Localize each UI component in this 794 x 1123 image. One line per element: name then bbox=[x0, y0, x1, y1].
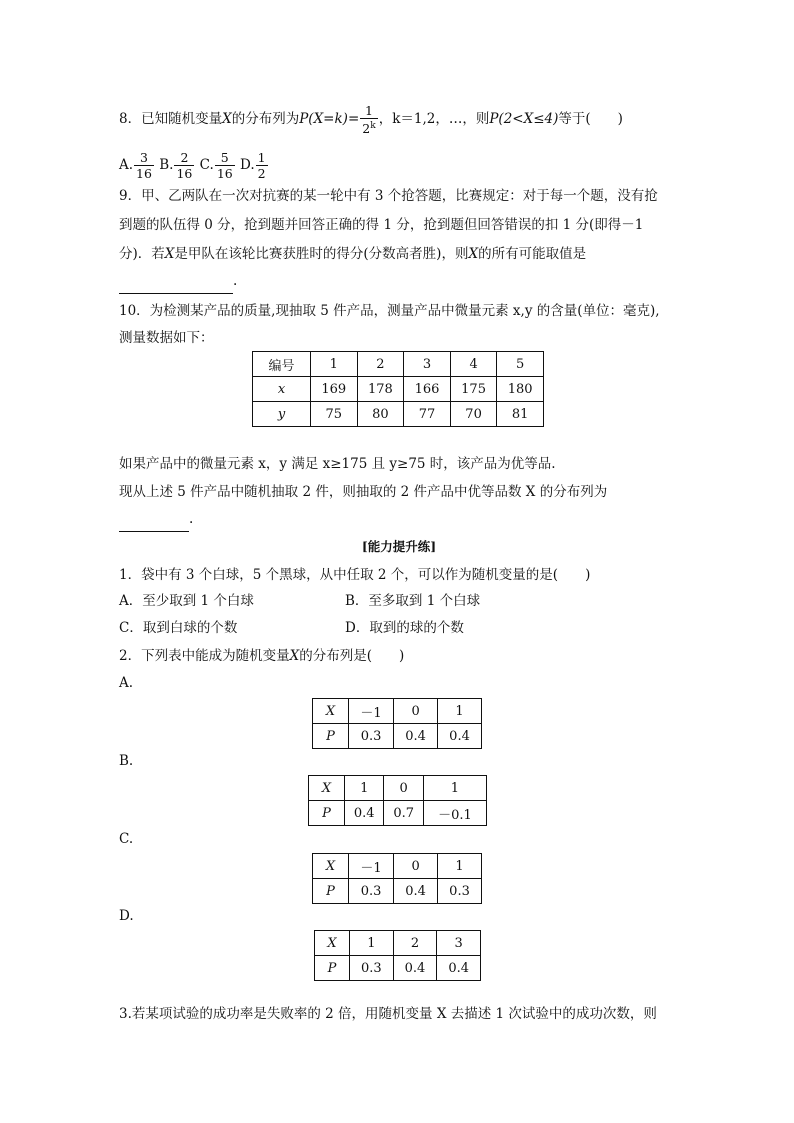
table-cell: 1 bbox=[438, 854, 482, 879]
p1-option-b: B．至多取到 1 个白球 bbox=[345, 593, 481, 609]
table-cell: 4 bbox=[450, 352, 497, 377]
q10-line2: 测量数据如下： bbox=[119, 330, 214, 346]
table-cell bbox=[315, 956, 350, 981]
q9-text-c: 的所有可能取值是 bbox=[478, 246, 587, 262]
table-cell: 1 bbox=[350, 931, 394, 956]
table-cell: 1 bbox=[438, 699, 482, 724]
table-cell-var: P bbox=[326, 883, 335, 899]
q9-answer-line bbox=[119, 268, 679, 294]
q9-line1: 9．甲、乙两队在一次对抗赛的某一轮中有 3 个抢答题，比赛规定：对于每一个题，没有抢 bbox=[119, 188, 658, 204]
table-cell: 178 bbox=[357, 377, 404, 402]
table-cell: 0.4 bbox=[437, 956, 481, 981]
table-cell: 2 bbox=[357, 352, 404, 377]
table-cell: 180 bbox=[497, 377, 544, 402]
q10-line1: 10．为检测某产品的质量,现抽取 5 件产品，测量产品中微量元素 x,y 的含量(单位：毫克), bbox=[119, 303, 660, 319]
table-cell: 5 bbox=[497, 352, 544, 377]
table-cell-var: x bbox=[277, 381, 286, 397]
section-title: [能力提升练] bbox=[361, 539, 437, 554]
q10-end: . bbox=[189, 511, 194, 527]
q8-text-a: 8．已知随机变量 bbox=[119, 111, 223, 128]
q8-option-b-fraction bbox=[174, 150, 194, 181]
q9-end: . bbox=[233, 273, 238, 289]
table-cell-var: X bbox=[321, 780, 332, 796]
table-row bbox=[315, 956, 481, 981]
p1-options-row1 bbox=[119, 588, 679, 614]
table-cell: 0.4 bbox=[438, 724, 482, 749]
table-row bbox=[313, 699, 482, 724]
q9-line3 bbox=[119, 241, 679, 267]
table-cell-var: X bbox=[327, 935, 337, 951]
p2-label-c: C. bbox=[119, 831, 134, 847]
table-row bbox=[253, 352, 544, 377]
table-row bbox=[309, 776, 487, 801]
table-cell: －0.1 bbox=[423, 801, 486, 826]
table-cell-var: y bbox=[277, 406, 286, 422]
q10-answer-line bbox=[119, 506, 679, 532]
q8-pmf-den: 2 bbox=[362, 121, 371, 137]
table-cell-var: P bbox=[322, 805, 331, 821]
p2-table-d bbox=[314, 930, 481, 981]
p2-label-d: D. bbox=[119, 908, 134, 924]
table-cell: 1 bbox=[423, 776, 486, 801]
p2-table-c bbox=[312, 853, 482, 904]
table-cell: 0.3 bbox=[349, 724, 394, 749]
q8-b-den: 16 bbox=[176, 166, 193, 181]
table-cell bbox=[253, 402, 311, 427]
table-cell: 0 bbox=[394, 699, 438, 724]
p1-option-c: C．取到白球的个数 bbox=[119, 620, 238, 636]
q9-var-1: X bbox=[164, 246, 175, 262]
q8-pmf-exp: k bbox=[370, 121, 376, 131]
q8-b-num: 2 bbox=[174, 150, 194, 166]
table-cell: 1 bbox=[311, 352, 358, 377]
p2-table-b bbox=[308, 775, 487, 826]
q10-answer-blank[interactable] bbox=[119, 515, 189, 532]
table-cell: 166 bbox=[404, 377, 451, 402]
table-cell bbox=[253, 377, 311, 402]
table-cell: 0.7 bbox=[384, 801, 423, 826]
table-cell-var: P bbox=[327, 960, 337, 976]
table-cell: 77 bbox=[404, 402, 451, 427]
table-cell bbox=[313, 724, 349, 749]
table-cell: 3 bbox=[437, 931, 481, 956]
q8-stem bbox=[119, 103, 679, 136]
p2-text-a: 2．下列表中能成为随机变量 bbox=[119, 648, 290, 664]
q8-pmf-num: 1 bbox=[360, 103, 377, 119]
table-cell: 0.3 bbox=[349, 879, 394, 904]
q8-option-a-label: A. bbox=[119, 157, 134, 173]
table-cell: 0.4 bbox=[394, 724, 438, 749]
p2-var: X bbox=[289, 648, 300, 664]
q8-d-den: 2 bbox=[257, 166, 266, 181]
q10-question: 现从上述 5 件产品中随机抽取 2 件，则抽取的 2 件产品中优等品数 X 的分布列为 bbox=[119, 484, 608, 500]
table-row bbox=[309, 801, 487, 826]
table-cell bbox=[313, 699, 349, 724]
q9-answer-blank[interactable] bbox=[119, 277, 233, 294]
q9-text-b: 是甲队在该轮比赛获胜时的得分(分数高者胜)，则 bbox=[174, 246, 469, 262]
q8-option-d-label: D. bbox=[240, 157, 255, 173]
q8-text-d: k＝1,2，…，则 bbox=[392, 111, 490, 128]
table-cell: 0.3 bbox=[350, 956, 394, 981]
q8-pmf-fraction bbox=[360, 103, 377, 136]
q8-option-c-label: C. bbox=[199, 157, 214, 173]
q9-var-2: X bbox=[468, 246, 479, 262]
q8-c-num: 5 bbox=[215, 150, 235, 166]
table-cell: 1 bbox=[345, 776, 384, 801]
q8-options bbox=[119, 148, 679, 182]
table-cell: 0.4 bbox=[393, 956, 437, 981]
table-row bbox=[315, 931, 481, 956]
table-row bbox=[313, 724, 482, 749]
table-cell: 0.4 bbox=[345, 801, 384, 826]
p2-text-b: 的分布列是( ) bbox=[299, 648, 405, 664]
table-cell: 0 bbox=[394, 854, 438, 879]
table-cell: －1 bbox=[349, 854, 394, 879]
q8-pmf: P(X=k)= bbox=[299, 111, 360, 128]
p3-line: 3.若某项试验的成功率是失败率的 2 倍，用随机变量 X 去描述 1 次试验中的成功次数，则 bbox=[119, 1006, 657, 1022]
table-cell: 175 bbox=[450, 377, 497, 402]
table-cell: 169 bbox=[311, 377, 358, 402]
table-row bbox=[253, 402, 544, 427]
p1-option-a: A．至少取到 1 个白球 bbox=[119, 593, 254, 609]
table-cell bbox=[313, 854, 349, 879]
table-cell bbox=[309, 801, 345, 826]
q8-option-a-fraction bbox=[134, 150, 154, 181]
table-cell: 80 bbox=[357, 402, 404, 427]
table-cell-var: X bbox=[325, 703, 336, 719]
table-row bbox=[253, 377, 544, 402]
table-row bbox=[313, 854, 482, 879]
p2-label-a: A. bbox=[119, 675, 134, 691]
q8-d-num: 1 bbox=[257, 150, 266, 165]
q8-text-c: ， bbox=[378, 111, 393, 128]
table-cell bbox=[313, 879, 349, 904]
q8-c-den: 16 bbox=[216, 166, 233, 181]
table-row bbox=[313, 879, 482, 904]
table-cell: 0 bbox=[384, 776, 423, 801]
q8-a-den: 16 bbox=[136, 166, 152, 181]
q8-prob: P(2<X≤4) bbox=[489, 111, 559, 128]
q8-option-c-fraction bbox=[215, 150, 235, 181]
p1-stem: 1．袋中有 3 个白球，5 个黑球，从中任取 2 个，可以作为随机变量的是( ) bbox=[119, 567, 591, 583]
q8-option-d-fraction bbox=[256, 150, 268, 181]
q8-a-num: 3 bbox=[134, 150, 154, 166]
q8-option-b-label: B. bbox=[159, 157, 174, 173]
p2-table-a bbox=[312, 698, 482, 749]
table-cell bbox=[315, 931, 350, 956]
p2-stem bbox=[119, 643, 679, 669]
p1-options-row2 bbox=[119, 615, 679, 641]
q10-data-table bbox=[252, 351, 544, 427]
table-cell: 75 bbox=[311, 402, 358, 427]
q9-line2: 到题的队伍得 0 分，抢到题并回答正确的得 1 分，抢到题但回答错误的扣 1 分(即得－1 bbox=[119, 217, 644, 233]
table-cell: －1 bbox=[349, 699, 394, 724]
table-cell: 2 bbox=[393, 931, 437, 956]
q8-pmf-den-wrap bbox=[360, 119, 377, 136]
table-cell: 3 bbox=[404, 352, 451, 377]
table-cell: 0.4 bbox=[394, 879, 438, 904]
q8-text-b: 的分布列为 bbox=[231, 111, 300, 128]
table-cell bbox=[309, 776, 345, 801]
q8-text-e: 等于( ) bbox=[558, 111, 623, 128]
q8-var: X bbox=[222, 111, 232, 128]
q9-text-a: 分)．若 bbox=[119, 246, 165, 262]
table-cell: 0.3 bbox=[438, 879, 482, 904]
table-cell: 81 bbox=[497, 402, 544, 427]
q10-condition: 如果产品中的微量元素 x，y 满足 x≥175 且 y≥75 时，该产品为优等品. bbox=[119, 456, 556, 472]
table-cell-var: X bbox=[325, 858, 336, 874]
p1-option-d: D．取到的球的个数 bbox=[345, 620, 464, 636]
table-cell-var: P bbox=[326, 728, 335, 744]
table-cell: 编号 bbox=[253, 352, 311, 377]
table-cell: 70 bbox=[450, 402, 497, 427]
p2-label-b: B. bbox=[119, 753, 134, 769]
